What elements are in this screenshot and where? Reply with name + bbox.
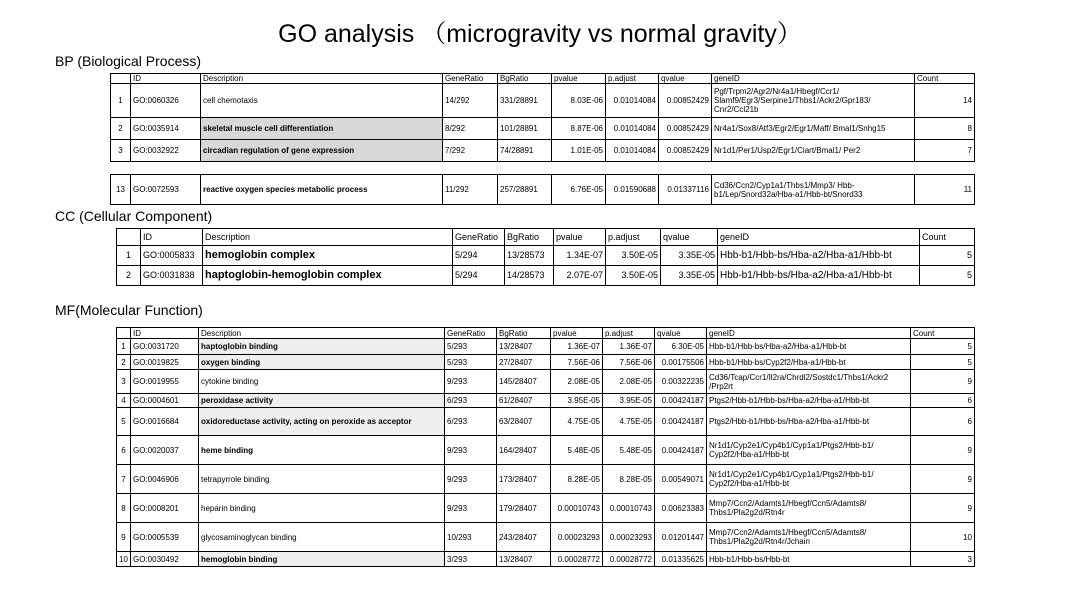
table-row [117,394,975,408]
table-row [117,339,975,355]
col-header: p.adjust [606,74,659,84]
bg-ratio: 173/28407 [497,465,551,494]
description: reactive oxygen species metabolic process [201,175,443,205]
gene-ratio: 3/293 [445,552,497,567]
row-index: 2 [111,118,131,140]
pvalue: 8.03E-06 [552,84,606,118]
table-row [117,523,975,552]
description: glycosaminoglycan binding [199,523,445,552]
gene-ratio: 9/293 [445,494,497,523]
page-title: GO analysis （microgravity vs normal gravity） [278,20,802,48]
go-id: GO:0005833 [141,246,203,266]
pvalue: 0.00028772 [551,552,603,567]
gene-id: Hbb-b1/Hbb-bs/Hba-a2/Hba-a1/Hbb-bt [707,339,911,355]
pvalue: 6.76E-05 [552,175,606,205]
row-index: 6 [117,436,131,465]
qvalue: 0.00852429 [659,140,712,162]
col-header: BgRatio [505,229,554,246]
bp-header-row [111,74,975,84]
count: 5 [920,266,975,286]
gene-ratio: 9/293 [445,436,497,465]
count: 5 [911,355,975,370]
row-index: 10 [117,552,131,567]
gene-id: Hbb-b1/Hbb-bs/Hbb-bt [707,552,911,567]
pvalue: 2.07E-07 [554,266,606,286]
table-row [117,370,975,394]
go-id: GO:0072593 [131,175,201,205]
col-header: BgRatio [497,328,551,339]
mf-heading: MF(Molecular Function) [55,302,203,318]
row-index: 1 [111,84,131,118]
p-adjust: 1.36E-07 [603,339,655,355]
p-adjust: 3.50E-05 [606,246,661,266]
gene-id: Ptgs2/Hbb-b1/Hbb-bs/Hba-a2/Hba-a1/Hbb-bt [707,408,911,436]
pvalue: 5.48E-05 [551,436,603,465]
gene-id: Nr4a1/Sox8/Atf3/Egr2/Egr1/Maff/ Bmal1/Snhg15 [712,118,915,140]
count: 10 [911,523,975,552]
row-index: 7 [117,465,131,494]
pvalue: 0.00023293 [551,523,603,552]
pvalue: 7.56E-06 [551,355,603,370]
bg-ratio: 164/28407 [497,436,551,465]
p-adjust: 0.00010743 [603,494,655,523]
row-index: 3 [111,140,131,162]
gene-ratio: 10/293 [445,523,497,552]
bg-ratio: 61/28407 [497,394,551,408]
gene-ratio: 6/293 [445,394,497,408]
gene-ratio: 14/292 [443,84,498,118]
gene-id: Nr1d1/Cyp2e1/Cyp4b1/Cyp1a1/Ptgs2/Hbb-b1/ Cyp2f2/Hba-a1/Hbb-bt [707,436,911,465]
qvalue: 0.00424187 [655,436,707,465]
bp-table [110,73,975,162]
go-id: GO:0031720 [131,339,199,355]
col-header: p.adjust [606,229,661,246]
go-id: GO:0035914 [131,118,201,140]
pvalue: 4.75E-05 [551,408,603,436]
bg-ratio: 257/28891 [498,175,552,205]
count: 9 [911,465,975,494]
bg-ratio: 243/28407 [497,523,551,552]
gene-id: Mmp7/Ccn2/Adamts1/Hbegf/Ccn5/Adamts8/ Thbs1/Pla2g2d/Rtn4r [707,494,911,523]
gene-id: Cd36/Ccn2/Cyp1a1/Thbs1/Mmp3/ Hbb-b1/Lep/Snord32a/Hba-a1/Hbb-bt/Snord33 [712,175,915,205]
p-adjust: 7.56E-06 [603,355,655,370]
col-header [111,74,131,84]
col-header: geneID [712,74,915,84]
description: peroxidase activity [199,394,445,408]
col-header: Count [915,74,975,84]
description: haptoglobin-hemoglobin complex [203,266,453,286]
gene-id: Hbb-b1/Hbb-bs/Hba-a2/Hba-a1/Hbb-bt [718,246,920,266]
description: cell chemotaxis [201,84,443,118]
p-adjust: 0.01014084 [606,84,659,118]
qvalue: 0.00852429 [659,118,712,140]
col-header [117,328,131,339]
table-row [117,494,975,523]
gene-id: Hbb-b1/Hbb-bs/Cyp2f2/Hba-a1/Hbb-bt [707,355,911,370]
col-header: qvalue [659,74,712,84]
p-adjust: 0.01014084 [606,140,659,162]
cc-table [116,228,975,286]
col-header: ID [131,74,201,84]
p-adjust: 8.28E-05 [603,465,655,494]
bg-ratio: 179/28407 [497,494,551,523]
col-header: Description [199,328,445,339]
count: 6 [911,408,975,436]
col-header: Count [911,328,975,339]
count: 8 [915,118,975,140]
bg-ratio: 331/28891 [498,84,552,118]
go-id: GO:0031838 [141,266,203,286]
col-header: pvalue [552,74,606,84]
col-header [117,229,141,246]
count: 3 [911,552,975,567]
row-index: 13 [111,175,131,205]
go-id: GO:0008201 [131,494,199,523]
pvalue: 1.01E-05 [552,140,606,162]
pvalue: 8.28E-05 [551,465,603,494]
pvalue: 1.34E-07 [554,246,606,266]
go-id: GO:0030492 [131,552,199,567]
description: oxygen binding [199,355,445,370]
go-id: GO:0016684 [131,408,199,436]
description: circadian regulation of gene expression [201,140,443,162]
description: haptoglobin binding [199,339,445,355]
row-index: 2 [117,355,131,370]
count: 6 [911,394,975,408]
go-id: GO:0019825 [131,355,199,370]
row-index: 8 [117,494,131,523]
bg-ratio: 27/28407 [497,355,551,370]
cc-heading: CC (Cellular Component) [55,208,213,224]
pvalue: 2.08E-05 [551,370,603,394]
bg-ratio: 13/28407 [497,339,551,355]
bg-ratio: 101/28891 [498,118,552,140]
count: 9 [911,494,975,523]
description: oxidoreductase activity, acting on peroxide as acceptor [199,408,445,436]
col-header: GeneRatio [453,229,505,246]
bg-ratio: 74/28891 [498,140,552,162]
go-id: GO:0046906 [131,465,199,494]
col-header: pvalue [554,229,606,246]
col-header: ID [131,328,199,339]
gene-ratio: 6/293 [445,408,497,436]
gene-ratio: 9/293 [445,465,497,494]
description: hemoglobin complex [203,246,453,266]
p-adjust: 3.50E-05 [606,266,661,286]
gene-id: Nr1d1/Cyp2e1/Cyp4b1/Cyp1a1/Ptgs2/Hbb-b1/ Cyp2f2/Hba-a1/Hbb-bt [707,465,911,494]
go-id: GO:0060326 [131,84,201,118]
row-index: 1 [117,246,141,266]
count: 5 [920,246,975,266]
gene-id: Ptgs2/Hbb-b1/Hbb-bs/Hba-a2/Hba-a1/Hbb-bt [707,394,911,408]
row-index: 5 [117,408,131,436]
qvalue: 6.30E-05 [655,339,707,355]
col-header: pvalue [551,328,603,339]
mf-header-row [117,328,975,339]
cc-header-row [117,229,975,246]
bg-ratio: 13/28573 [505,246,554,266]
mf-table [116,327,975,567]
gene-id: Hbb-b1/Hbb-bs/Hba-a2/Hba-a1/Hbb-bt [718,266,920,286]
description: cytokine binding [199,370,445,394]
qvalue: 0.00623383 [655,494,707,523]
p-adjust: 0.00023293 [603,523,655,552]
col-header: Description [201,74,443,84]
p-adjust: 4.75E-05 [603,408,655,436]
col-header: p.adjust [603,328,655,339]
count: 9 [911,436,975,465]
p-adjust: 3.95E-05 [603,394,655,408]
table-row [117,266,975,286]
gene-ratio: 5/293 [445,355,497,370]
gene-ratio: 5/294 [453,246,505,266]
gene-ratio: 8/292 [443,118,498,140]
row-index: 2 [117,266,141,286]
table-row [111,84,975,118]
row-index: 1 [117,339,131,355]
qvalue: 0.01335625 [655,552,707,567]
table-row [117,246,975,266]
description: tetrapyrrole binding [199,465,445,494]
qvalue: 3.35E-05 [661,246,718,266]
gene-ratio: 5/293 [445,339,497,355]
go-id: GO:0032922 [131,140,201,162]
description: skeletal muscle cell differentiation [201,118,443,140]
qvalue: 0.00424187 [655,394,707,408]
description: hemoglobin binding [199,552,445,567]
bg-ratio: 14/28573 [505,266,554,286]
col-header: GeneRatio [445,328,497,339]
count: 5 [911,339,975,355]
bg-ratio: 63/28407 [497,408,551,436]
gene-id: Pgf/Trpm2/Agr2/Nr4a1/Hbegf/Ccr1/ Slamf9/Egr3/Serpine1/Thbs1/Ackr2/Gpr183/ Cnr2/Ccl21b [712,84,915,118]
description: heparin binding [199,494,445,523]
gene-ratio: 5/294 [453,266,505,286]
count: 11 [915,175,975,205]
col-header: BgRatio [498,74,552,84]
gene-id: Nr1d1/Per1/Usp2/Egr1/Ciart/Bmal1/ Per2 [712,140,915,162]
table-row [111,118,975,140]
bp-heading: BP (Biological Process) [55,53,202,69]
qvalue: 0.00322235 [655,370,707,394]
qvalue: 0.00852429 [659,84,712,118]
count: 7 [915,140,975,162]
bp-table-continued [110,174,975,205]
qvalue: 0.01201447 [655,523,707,552]
gene-ratio: 7/292 [443,140,498,162]
go-id: GO:0005539 [131,523,199,552]
table-row [117,552,975,567]
table-row [117,436,975,465]
qvalue: 3.35E-05 [661,266,718,286]
count: 14 [915,84,975,118]
col-header: qvalue [661,229,718,246]
qvalue: 0.01337116 [659,175,712,205]
col-header: geneID [707,328,911,339]
p-adjust: 5.48E-05 [603,436,655,465]
pvalue: 8.87E-06 [552,118,606,140]
qvalue: 0.00549071 [655,465,707,494]
row-index: 9 [117,523,131,552]
col-header: Count [920,229,975,246]
description: heme binding [199,436,445,465]
go-id: GO:0004601 [131,394,199,408]
col-header: geneID [718,229,920,246]
gene-id: Mmp7/Ccn2/Adamts1/Hbegf/Ccn5/Adamts8/ Thbs1/Pla2g2d/Rtn4r/Jchain [707,523,911,552]
bg-ratio: 13/28407 [497,552,551,567]
gene-ratio: 11/292 [443,175,498,205]
p-adjust: 0.01590688 [606,175,659,205]
count: 9 [911,370,975,394]
go-id: GO:0019955 [131,370,199,394]
col-header: GeneRatio [443,74,498,84]
p-adjust: 0.00028772 [603,552,655,567]
table-row [117,408,975,436]
bg-ratio: 145/28407 [497,370,551,394]
go-id: GO:0020037 [131,436,199,465]
col-header: qvalue [655,328,707,339]
table-row [117,355,975,370]
qvalue: 0.00424187 [655,408,707,436]
pvalue: 3.95E-05 [551,394,603,408]
col-header: ID [141,229,203,246]
p-adjust: 2.08E-05 [603,370,655,394]
gene-ratio: 9/293 [445,370,497,394]
table-row [111,175,975,205]
row-index: 4 [117,394,131,408]
gene-id: Cd36/Tcap/Ccr1/Il2ra/Chrdl2/Sostdc1/Thbs1/Ackr2 /Prp2rt [707,370,911,394]
row-index: 3 [117,370,131,394]
col-header: Description [203,229,453,246]
pvalue: 1.36E-07 [551,339,603,355]
pvalue: 0.00010743 [551,494,603,523]
qvalue: 0.00175506 [655,355,707,370]
p-adjust: 0.01014084 [606,118,659,140]
table-row [117,465,975,494]
table-row [111,140,975,162]
